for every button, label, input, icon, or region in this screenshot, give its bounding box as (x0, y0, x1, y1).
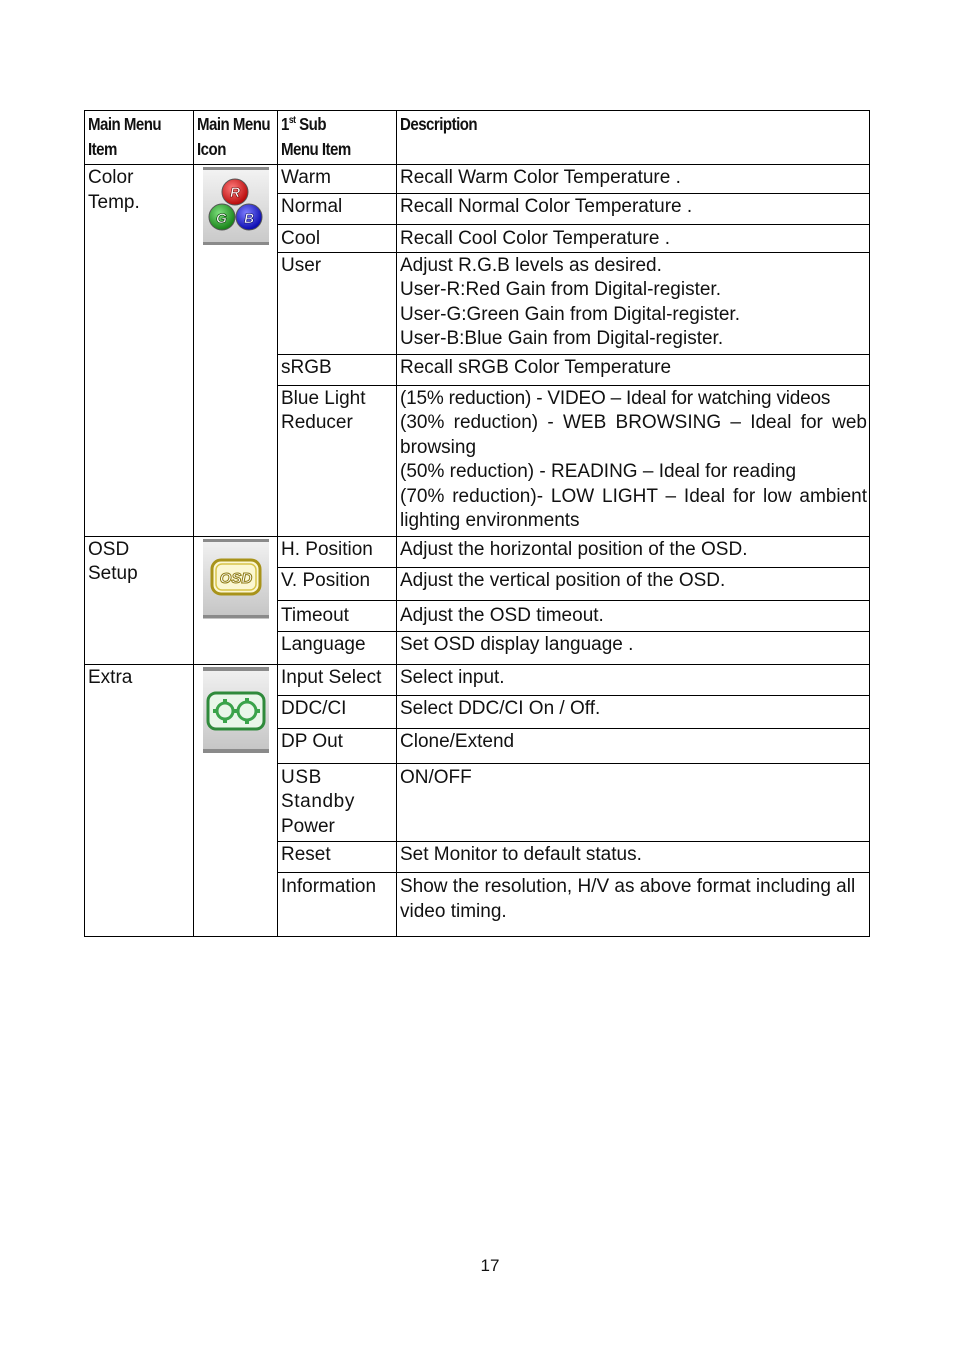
svg-text:R: R (229, 184, 240, 200)
main-icon-cell (194, 664, 278, 937)
gears-icon (203, 667, 269, 753)
description: Set OSD display language . (397, 631, 870, 664)
osd-menu-table (84, 110, 870, 937)
sub-item: Input Select (278, 664, 397, 695)
main-item-osd-setup: OSD Setup (85, 536, 194, 664)
svg-text:B: B (243, 210, 254, 226)
header-description: Description (397, 111, 870, 165)
description: Clone/Extend (397, 728, 870, 763)
svg-text:OSD: OSD (219, 569, 252, 587)
sub-item: H. Position (278, 536, 397, 567)
sub-item: Language (278, 631, 397, 664)
description: Adjust the horizontal position of the OSD. (397, 536, 870, 567)
page-number: 17 (480, 1256, 500, 1275)
sub-item: Warm (278, 165, 397, 194)
header-main-menu-icon: Main Menu Icon (194, 111, 278, 165)
sub-item: sRGB (278, 354, 397, 385)
description: Recall sRGB Color Temperature (397, 354, 870, 385)
header-main-menu-item: Main Menu Item (85, 111, 194, 165)
main-icon-cell (194, 536, 278, 664)
description: Adjust the vertical position of the OSD. (397, 567, 870, 600)
sub-item: Timeout (278, 600, 397, 631)
sub-item: DP Out (278, 728, 397, 763)
description: ON/OFF (397, 763, 870, 842)
description: Adjust the OSD timeout. (397, 600, 870, 631)
description: Recall Normal Color Temperature . (397, 193, 870, 224)
description: Set Monitor to default status. (397, 842, 870, 873)
header-row (85, 111, 870, 165)
sub-item: Blue Light Reducer (278, 385, 397, 536)
description: (15% reduction) - VIDEO – Ideal for watching videos (30% reduction) - WEB BROWSING – Ideal for web browsing (50% reduction) - READING – Ideal for reading (70% reduction)- LOW LIGHT – Ideal for low ambient lighting environments (397, 385, 870, 536)
sub-item: User (278, 252, 397, 354)
svg-text:G: G (215, 210, 227, 226)
description: Recall Cool Color Temperature . (397, 224, 870, 252)
sub-item: V. Position (278, 567, 397, 600)
sub-item: DDC/CI (278, 695, 397, 728)
sub-item: Information (278, 873, 397, 937)
sub-item: Reset (278, 842, 397, 873)
sub-item: Normal (278, 193, 397, 224)
table-row (85, 165, 870, 194)
table-row (85, 536, 870, 567)
main-item-extra: Extra (85, 664, 194, 937)
description: Select input. (397, 664, 870, 695)
sub-item: Cool (278, 224, 397, 252)
description: Recall Warm Color Temperature . (397, 165, 870, 194)
osd-icon (203, 539, 269, 619)
sub-item: USB Standby Power (278, 763, 397, 842)
description: Select DDC/CI On / Off. (397, 695, 870, 728)
rgb-icon (203, 167, 269, 245)
header-sub-menu-item: 1st Sub Menu Item (278, 111, 397, 165)
main-icon-cell (194, 165, 278, 537)
description: Show the resolution, H/V as above format including all video timing. (397, 873, 870, 937)
description: Adjust R.G.B levels as desired. User-R:Red Gain from Digital-register. User-G:Green Gain from Digital-register. User-B:Blue Gain from Digital-register. (397, 252, 870, 354)
main-item-color-temp: Color Temp. (85, 165, 194, 537)
table-row (85, 664, 870, 695)
